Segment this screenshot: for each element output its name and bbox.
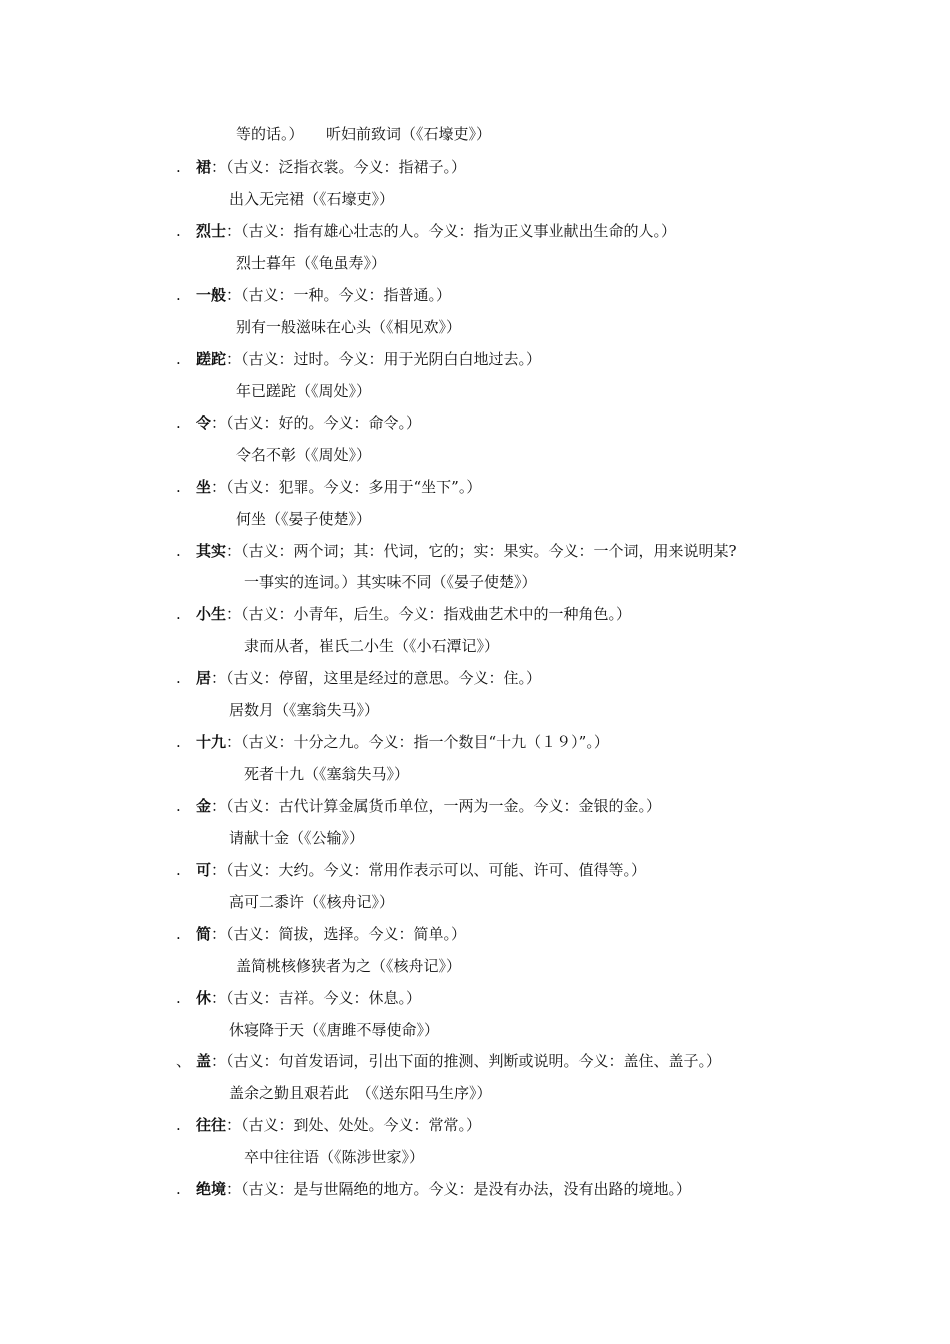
entry-line: [176, 349, 541, 369]
example-line: 盖简桃核修狭者为之（《核舟记》）: [236, 957, 462, 975]
entry-line: [176, 924, 466, 944]
example-line: 年已蹉跎（《周处》）: [236, 382, 372, 400]
entry-bullet: .: [176, 989, 181, 1007]
entry-line: [176, 477, 481, 497]
example-line: 何坐（《晏子使楚》）: [236, 510, 372, 528]
entry-term: 蹉跎: [196, 350, 227, 368]
entry-definition: ：（古义：停留，这里是经过的意思。今义：住。）: [211, 669, 542, 687]
entry-bullet: .: [176, 350, 181, 368]
example-line: 一事实的连词。）其实味不同（《晏子使楚》）: [244, 573, 537, 591]
entry-definition: ：（古义：好的。今义：命令。）: [211, 414, 422, 432]
entry-definition: ：（古义：古代计算金属货币单位，一两为一金。今义：金银的金。）: [211, 797, 662, 815]
example-line: 死者十九（《塞翁失马》）: [244, 765, 410, 783]
entry-term: 一般: [196, 286, 227, 304]
entry-term: 小生: [196, 605, 227, 623]
entry-line: [176, 604, 631, 624]
entry-line: [176, 860, 646, 880]
entry-definition: ：（古义：指有雄心壮志的人。今义：指为正义事业献出生命的人。）: [226, 222, 677, 240]
entry-bullet: .: [176, 158, 181, 176]
entry-bullet: .: [176, 1180, 181, 1198]
entry-definition: ：（古义：犯罪。今义：多用于“坐下”。）: [211, 478, 482, 496]
entry-definition: ：（古义：一种。今义：指普通。）: [226, 286, 452, 304]
entry-line: [176, 988, 421, 1008]
example-line: 休寝降于天（《唐雎不辱使命》）: [229, 1021, 440, 1039]
example-line: 高可二黍许（《核舟记》）: [229, 893, 395, 911]
example-line: 隶而从者，崔氏二小生（《小石潭记》）: [244, 637, 500, 655]
entry-term: 十九: [196, 733, 227, 751]
example-line: 别有一般滋味在心头（《相见欢》）: [236, 318, 462, 336]
entry-definition: ：（古义：两个词；其：代词，它的；实：果实。今义：一个词，用来说明某?: [226, 542, 737, 560]
entry-definition: ：（古义：大约。今义：常用作表示可以、可能、许可、值得等。）: [211, 861, 647, 879]
entry-bullet: .: [176, 861, 181, 879]
entry-line: [176, 413, 421, 433]
entry-term: 金: [196, 797, 212, 815]
entry-term: 居: [196, 669, 212, 687]
entry-definition: ：（古义：到处、处处。今义：常常。）: [226, 1116, 482, 1134]
entry-bullet: .: [176, 1116, 181, 1134]
entry-definition: ：（古义：吉祥。今义：休息。）: [211, 989, 422, 1007]
entry-line: [176, 732, 609, 752]
entry-line: [176, 1179, 691, 1199]
entry-bullet: .: [176, 733, 181, 751]
entry-line: [176, 1051, 721, 1071]
entry-definition: ：（古义：十分之九。今义：指一个数目“十九（１９）”。）: [226, 733, 609, 751]
entry-definition: ：（古义：是与世隔绝的地方。今义：是没有办法，没有出路的境地。）: [226, 1180, 692, 1198]
entry-bullet: .: [176, 478, 181, 496]
entry-term: 可: [196, 861, 212, 879]
entry-bullet: .: [176, 605, 181, 623]
entry-term: 盖: [196, 1052, 212, 1070]
entry-term: 简: [196, 925, 212, 943]
entry-definition: ：（古义：简拔，选择。今义：简单。）: [211, 925, 467, 943]
entry-definition: ：（古义：泛指衣裳。今义：指裙子。）: [211, 158, 467, 176]
entry-term: 往往: [196, 1116, 227, 1134]
example-line: 请献十金（《公输》）: [229, 829, 365, 847]
entry-term: 裙: [196, 158, 212, 176]
entry-term: 坐: [196, 478, 212, 496]
example-line: 令名不彰（《周处》）: [236, 446, 372, 464]
entry-term: 烈士: [196, 222, 227, 240]
entry-definition: ：（古义：小青年，后生。今义：指戏曲艺术中的一种角色。）: [226, 605, 632, 623]
entry-term: 其实: [196, 542, 227, 560]
entry-term: 休: [196, 989, 212, 1007]
example-line: 居数月（《塞翁失马》）: [229, 701, 380, 719]
entry-bullet: .: [176, 797, 181, 815]
entry-line: [176, 157, 466, 177]
example-line: 烈士暮年（《龟虽寿》）: [236, 254, 387, 272]
entry-line: [176, 796, 661, 816]
entry-line: [176, 1115, 481, 1135]
entry-line: [176, 221, 676, 241]
entry-bullet: .: [176, 669, 181, 687]
entry-definition: ：（古义：过时。今义：用于光阴白白地过去。）: [226, 350, 542, 368]
example-line: 出入无完裙（《石壕吏》）: [229, 190, 395, 208]
entry-line: [176, 668, 541, 688]
entry-line: [176, 541, 737, 561]
entry-line: [176, 285, 451, 305]
entry-definition: ：（古义：句首发语词，引出下面的推测、判断或说明。今义：盖住、盖子。）: [211, 1052, 722, 1070]
entry-bullet: .: [176, 414, 181, 432]
example-line: 卒中往往语（《陈涉世家》）: [244, 1148, 425, 1166]
example-line: 盖余之勤且艰若此 （《送东阳马生序》）: [229, 1084, 492, 1102]
example-line: 等的话。） 听妇前致词（《石壕吏》）: [236, 125, 492, 143]
entry-term: 绝境: [196, 1180, 227, 1198]
entry-bullet: .: [176, 925, 181, 943]
entry-bullet: .: [176, 222, 181, 240]
entry-bullet: 、: [176, 1052, 192, 1070]
entry-bullet: .: [176, 542, 181, 560]
entry-term: 令: [196, 414, 212, 432]
entry-bullet: .: [176, 286, 181, 304]
